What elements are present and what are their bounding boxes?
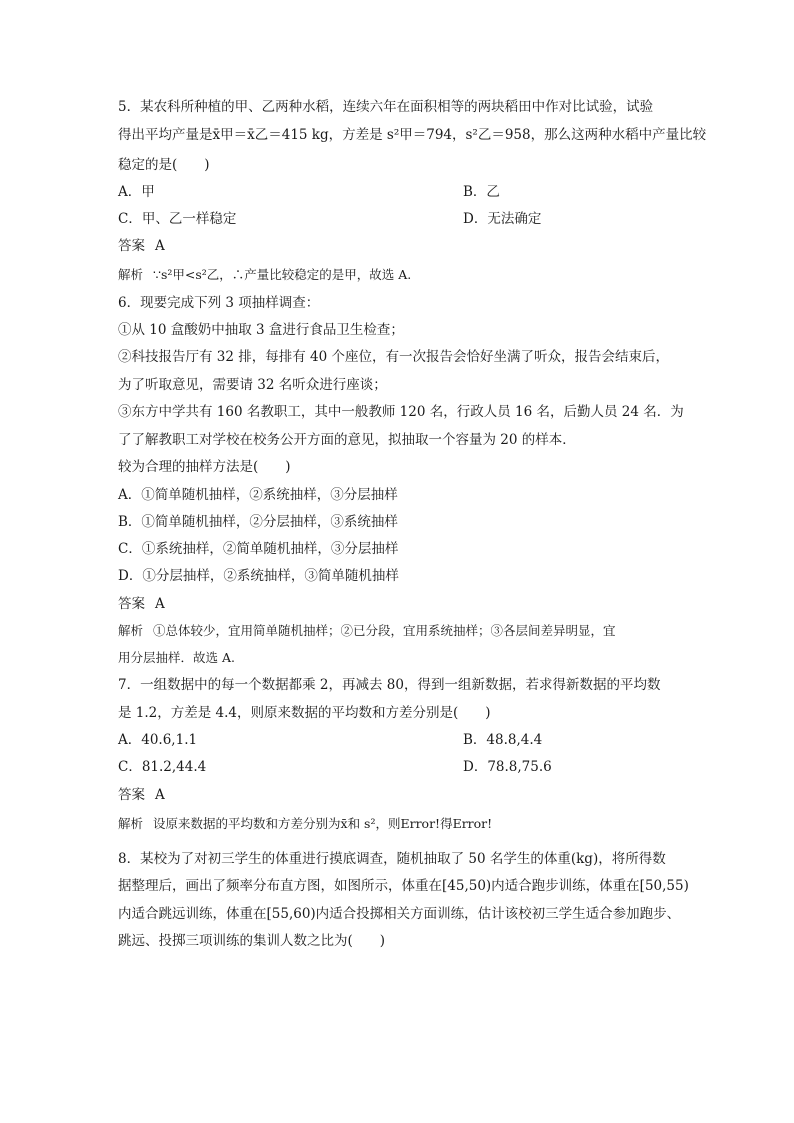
q5-options-row2 xyxy=(118,210,618,228)
analysis-label: 解析 xyxy=(118,623,144,638)
q6-stem-line5: ③东方中学共有 160 名教职工，其中一般教师 120 名，行政人员 16 名，后勤人员 24 名．为 xyxy=(118,404,684,420)
analysis-label: 解析 xyxy=(118,267,144,282)
q5-option-b: B．乙 xyxy=(463,184,500,200)
analysis-text: 设原来数据的平均数和方差分别为x̄和 s²，则Error!得Error! xyxy=(153,816,493,831)
q8-stem-line1: 8．某校为了对初三学生的体重进行摸底调查，随机抽取了 50 名学生的体重(kg)，将所得数 xyxy=(118,851,666,867)
analysis-text: ①总体较少，宜用简单随机抽样；②已分段，宜用系统抽样；③各层间差异明显，宜 xyxy=(153,623,616,638)
q5-option-c: C．甲、乙一样稳定 xyxy=(118,211,237,227)
q6-option-c: C．①系统抽样，②简单随机抽样，③分层抽样 xyxy=(118,541,399,557)
q5-options-row1 xyxy=(118,183,618,201)
q8-stem-line3: 内适合跳远训练，体重在[55,60)内适合投掷相关方面训练，估计该校初三学生适合参加跑步、 xyxy=(118,906,681,922)
q7-options-row1 xyxy=(118,731,618,749)
q6-option-a: A．①简单随机抽样，②系统抽样，③分层抽样 xyxy=(118,487,398,503)
q6-analysis-line2: 用分层抽样．故选 A. xyxy=(118,650,235,665)
q7-option-a: A．40.6,1.1 xyxy=(118,732,198,748)
q7-options-row2 xyxy=(118,758,618,776)
analysis-label: 解析 xyxy=(118,816,144,831)
q6-stem-line1: 6．现要完成下列 3 项抽样调查： xyxy=(118,295,320,311)
q7-stem-line2: 是 1.2，方差是 4.4，则原来数据的平均数和方差分别是( ) xyxy=(118,705,491,721)
q5-stem-line2: 得出平均产量是x̄甲＝x̄乙＝415 kg，方差是 s²甲＝794，s²乙＝958，那么这两种水稻中产量比较 xyxy=(118,127,707,143)
q5-stem-line3: 稳定的是( ) xyxy=(118,157,210,173)
answer-value: A xyxy=(155,596,165,612)
q6-stem-line7: 较为合理的抽样方法是( ) xyxy=(118,459,291,475)
q6-option-d: D．①分层抽样，②系统抽样，③简单随机抽样 xyxy=(118,568,399,584)
q6-analysis-line1 xyxy=(118,622,616,640)
q8-stem-line4: 跳远、投掷三项训练的集训人数之比为( ) xyxy=(118,933,386,949)
q7-answer xyxy=(118,786,165,804)
answer-label: 答案 xyxy=(118,238,145,254)
q7-stem-line1: 7．一组数据中的每一个数据都乘 2，再减去 80，得到一组新数据，若求得新数据的平均数 xyxy=(118,677,661,693)
q5-option-a: A．甲 xyxy=(118,184,155,200)
q7-analysis xyxy=(118,815,492,833)
q7-option-c: C．81.2,44.4 xyxy=(118,759,207,775)
q6-answer xyxy=(118,595,165,613)
answer-label: 答案 xyxy=(118,787,145,803)
q5-answer xyxy=(118,237,165,255)
q5-stem-line1: 5．某农科所种植的甲、乙两种水稻，连续六年在面积相等的两块稻田中作对比试验，试验 xyxy=(118,99,654,115)
q6-stem-line2: ①从 10 盒酸奶中抽取 3 盒进行食品卫生检查； xyxy=(118,322,404,338)
answer-label: 答案 xyxy=(118,596,145,612)
q8-stem-line2: 据整理后，画出了频率分布直方图，如图所示，体重在[45,50)内适合跑步训练，体重在[50,55) xyxy=(118,878,689,894)
analysis-text: ∵s²甲<s²乙，∴产量比较稳定的是甲，故选 A. xyxy=(153,267,412,282)
answer-value: A xyxy=(155,238,165,254)
q6-option-b: B．①简单随机抽样，②分层抽样，③系统抽样 xyxy=(118,514,398,530)
q6-stem-line4: 为了听取意见，需要请 32 名听众进行座谈； xyxy=(118,377,387,393)
q6-stem-line6: 了了解教职工对学校在校务公开方面的意见，拟抽取一个容量为 20 的样本． xyxy=(118,432,576,448)
q5-analysis xyxy=(118,266,411,284)
q7-option-d: D．78.8,75.6 xyxy=(463,759,552,775)
q6-stem-line3: ②科技报告厅有 32 排，每排有 40 个座位，有一次报告会恰好坐满了听众，报告会结束后， xyxy=(118,349,670,365)
q7-option-b: B．48.8,4.4 xyxy=(463,732,543,748)
answer-value: A xyxy=(155,787,165,803)
q5-option-d: D．无法确定 xyxy=(463,211,542,227)
